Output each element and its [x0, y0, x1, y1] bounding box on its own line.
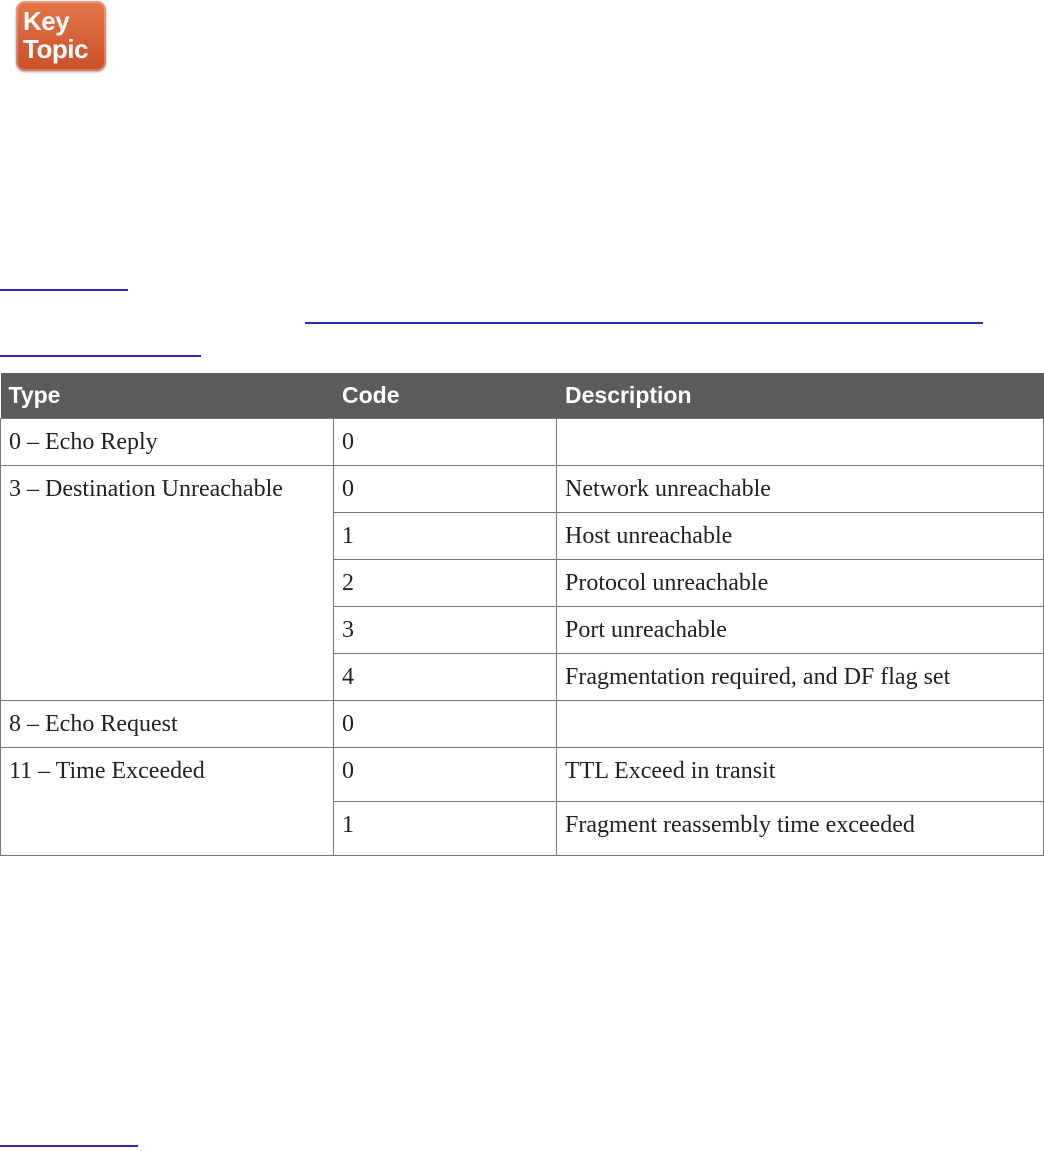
- link-underline-3[interactable]: [0, 355, 201, 357]
- code-cell: 3: [334, 607, 557, 654]
- description-cell: [557, 419, 1044, 466]
- header-description: Description: [557, 373, 1044, 419]
- header-type: Type: [1, 373, 334, 419]
- code-cell: 1: [334, 802, 557, 856]
- table-row: [1, 748, 1044, 802]
- link-underline-4[interactable]: [0, 1145, 138, 1147]
- header-code: Code: [334, 373, 557, 419]
- icmp-types-table: [0, 373, 1044, 856]
- description-cell: Host unreachable: [557, 513, 1044, 560]
- description-cell: Fragment reassembly time exceeded: [557, 802, 1044, 856]
- description-cell: Port unreachable: [557, 607, 1044, 654]
- key-topic-line1: Key: [23, 6, 70, 36]
- type-cell: 3 – Destination Unreachable: [1, 466, 334, 701]
- code-cell: 0: [334, 748, 557, 802]
- icmp-types-table-container: [0, 373, 1043, 856]
- table-header-row: [1, 373, 1044, 419]
- description-cell: Fragmentation required, and DF flag set: [557, 654, 1044, 701]
- type-cell: 8 – Echo Request: [1, 701, 334, 748]
- link-underline-1[interactable]: [0, 289, 128, 291]
- key-topic-badge: [16, 1, 106, 71]
- code-cell: 1: [334, 513, 557, 560]
- description-cell: TTL Exceed in transit: [557, 748, 1044, 802]
- table-row: [1, 466, 1044, 513]
- code-cell: 0: [334, 419, 557, 466]
- table-row: [1, 701, 1044, 748]
- type-cell: 11 – Time Exceeded: [1, 748, 334, 856]
- key-topic-line2: Topic: [23, 34, 88, 64]
- type-cell: 0 – Echo Reply: [1, 419, 334, 466]
- code-cell: 2: [334, 560, 557, 607]
- code-cell: 0: [334, 701, 557, 748]
- link-underline-2[interactable]: [305, 322, 983, 324]
- description-cell: Network unreachable: [557, 466, 1044, 513]
- description-cell: [557, 701, 1044, 748]
- table-row: [1, 419, 1044, 466]
- code-cell: 0: [334, 466, 557, 513]
- description-cell: Protocol unreachable: [557, 560, 1044, 607]
- code-cell: 4: [334, 654, 557, 701]
